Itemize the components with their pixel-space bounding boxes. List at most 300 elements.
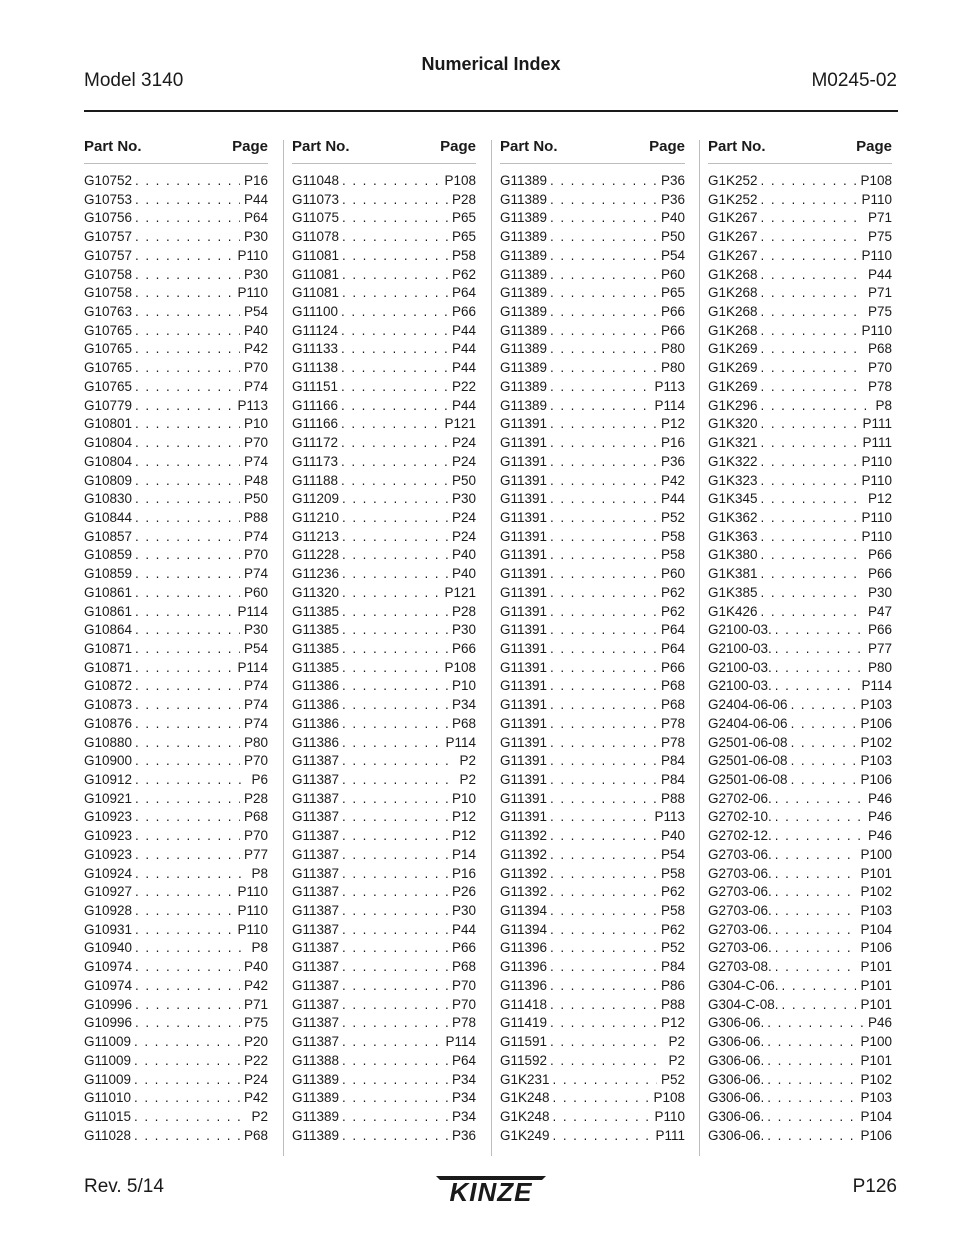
dot-leader [135,753,240,768]
dot-leader [341,435,448,450]
index-entry [500,753,685,772]
index-entry [292,341,476,360]
dot-leader [135,809,240,824]
part-number: G1K322 [708,453,758,469]
index-entry [708,735,892,754]
dot-leader [342,922,448,937]
index-entry [84,491,268,510]
page-ref: P62 [451,266,476,282]
index-entry [708,341,892,360]
page-ref: P26 [451,884,476,900]
dot-leader [761,416,859,431]
page-ref: P50 [243,491,268,507]
page-ref: P16 [660,435,685,451]
part-number: G11081 [292,247,340,263]
part-number: G11188 [292,472,339,488]
page-ref: P78 [660,715,685,731]
page-ref: P114 [445,1034,476,1050]
dot-leader [342,978,448,993]
page-ref: P110 [861,191,892,207]
part-number: G11419 [500,1015,548,1031]
dot-leader [341,341,448,356]
dot-leader [550,978,657,993]
dot-leader [342,828,448,843]
page-ref: P60 [660,566,685,582]
index-entry [292,641,476,660]
page-ref: P70 [243,547,268,563]
page-ref: P2 [668,1034,685,1050]
dot-leader [135,566,240,581]
page-ref: P64 [660,640,685,656]
index-column-2 [292,138,476,1146]
page-ref: P110 [237,285,268,301]
part-number: G11228 [292,547,340,563]
part-number: G2100-03. [708,678,772,694]
dot-leader [761,566,864,581]
page-ref: P110 [237,921,268,937]
part-number: G11100 [292,304,339,320]
index-entry [292,1053,476,1072]
page-ref: P46 [867,828,892,844]
index-entry [292,510,476,529]
part-number: G11592 [500,1052,548,1068]
dot-leader [550,341,657,356]
index-entry [292,566,476,585]
page-ref: P8 [251,865,268,881]
dot-leader [135,903,233,918]
page-ref: P58 [660,547,685,563]
index-entry [84,809,268,828]
page-ref: P103 [860,753,892,769]
part-number: G11009 [84,1052,132,1068]
dot-leader [342,192,448,207]
part-number: G1K249 [500,1127,550,1143]
dot-leader [550,997,657,1012]
page-ref: P10 [451,678,476,694]
part-number: G10765 [84,378,133,394]
page-ref: P24 [243,1071,268,1087]
dot-leader [550,323,657,338]
page-ref: P110 [237,903,268,919]
page-ref: P108 [653,1090,685,1106]
index-entry [708,772,892,791]
part-number: G2501-06-08 [708,753,788,769]
part-number: G306-06. [708,1108,765,1124]
dot-leader [761,229,864,244]
page-ref: P65 [451,210,476,226]
index-rows [500,173,685,1146]
index-entry [500,510,685,529]
part-number: G11394 [500,903,548,919]
page-ref: P108 [444,659,476,675]
page-ref: P84 [660,772,685,787]
page-ref: P66 [660,659,685,675]
part-number: G2100-03. [708,640,772,656]
page-ref: P70 [243,360,268,376]
part-number: G11387 [292,846,340,862]
dot-leader [135,1015,240,1030]
page-ref: P46 [867,809,892,825]
index-entry [500,1128,685,1147]
index-title: Numerical Index [421,54,561,74]
page-ref: P28 [451,191,476,207]
page-ref: P65 [660,285,685,301]
dot-leader [341,360,448,375]
part-number: G11048 [292,173,340,188]
page-ref: P68 [660,678,685,694]
dot-leader [775,922,857,937]
index-entry [84,660,268,679]
index-entry [500,1072,685,1091]
index-entry [500,866,685,885]
page-ref: P103 [860,1090,892,1106]
part-number: G1K252 [708,191,758,207]
part-number: G11418 [500,996,548,1012]
dot-leader [342,173,440,188]
part-number: G11591 [500,1034,548,1050]
dot-leader [550,585,657,600]
index-entry [84,341,268,360]
part-number: G1K380 [708,547,758,563]
index-entry [500,903,685,922]
page-ref: P103 [860,697,892,713]
column-header [708,138,892,162]
part-number: G1K321 [708,435,758,451]
dot-leader [342,510,448,525]
part-number: G10804 [84,453,133,469]
index-entry [500,697,685,716]
part-number: G2703-06. [708,921,772,937]
dot-leader [342,884,448,899]
dot-leader [342,1034,441,1049]
part-number: G306-06. [708,1015,765,1031]
part-number: G11209 [292,491,340,507]
dot-leader [135,360,240,375]
dot-leader [135,529,240,544]
dot-leader [550,547,657,562]
page-ref: P114 [445,734,476,750]
index-entry [84,398,268,417]
dot-leader [135,416,240,431]
index-entry [292,772,476,791]
part-number: G11081 [292,285,340,301]
index-entry [500,959,685,978]
index-entry [292,1015,476,1034]
dot-leader [775,660,864,675]
index-entry [292,735,476,754]
page-header: Page [232,138,268,155]
part-number: G11389 [292,1071,340,1087]
part-number: G10923 [84,809,133,825]
part-number: G1K320 [708,416,758,432]
part-number: G10804 [84,435,133,451]
part-number: G11391 [500,603,548,619]
page-ref: P16 [243,173,268,188]
dot-leader [342,959,448,974]
part-number: G11386 [292,697,340,713]
dot-leader [342,1109,448,1124]
index-entry [500,772,685,791]
dot-leader [342,903,448,918]
index-entry [84,922,268,941]
index-entry [500,922,685,941]
page-ref: P114 [861,678,892,694]
part-number: G11396 [500,940,548,956]
page-ref: P110 [861,472,892,488]
dot-leader [342,547,448,562]
index-entry [292,1072,476,1091]
dot-leader [550,903,657,918]
dot-leader [550,210,657,225]
index-entry [292,884,476,903]
part-number: G11391 [500,734,548,750]
part-number: G11391 [500,547,548,563]
index-entry [84,416,268,435]
dot-leader [550,173,657,188]
part-number: G1K267 [708,229,758,245]
part-number: G11392 [500,846,548,862]
page-ref: P30 [451,491,476,507]
dot-leader [761,360,864,375]
dot-leader [791,772,857,787]
part-number: G10924 [84,865,133,881]
page-ref: P113 [654,809,685,825]
index-rows [84,173,268,1146]
index-entry [292,903,476,922]
dot-leader [761,491,864,506]
dot-leader [550,435,657,450]
index-entry [84,1034,268,1053]
part-no-header: Part No. [708,138,766,155]
page-ref: P101 [860,959,892,975]
page-ref: P84 [660,959,685,975]
dot-leader [767,1128,856,1143]
dot-leader [761,379,864,394]
dot-leader [135,847,240,862]
page-ref: P40 [243,959,268,975]
dot-leader [761,529,858,544]
part-number: G10974 [84,959,133,975]
index-entry [84,735,268,754]
dot-leader [135,510,240,525]
part-number: G304-C-08. [708,996,779,1012]
index-entry [708,1109,892,1128]
index-entry [708,604,892,623]
page-ref: P62 [660,921,685,937]
page-ref: P80 [243,734,268,750]
index-entry [292,323,476,342]
dot-leader [135,379,240,394]
page-ref: P74 [243,697,268,713]
index-entry [500,716,685,735]
kinze-logo [432,1174,550,1206]
page-ref: P44 [867,266,892,282]
index-entry [708,1015,892,1034]
page-ref: P102 [860,884,892,900]
part-number: G11391 [500,453,548,469]
index-entry [708,491,892,510]
part-number: G10871 [84,659,133,675]
index-entry [84,173,268,192]
index-entry [708,622,892,641]
page-ref: P46 [867,790,892,806]
dot-leader [135,547,240,562]
index-entry [84,210,268,229]
index-entry [500,847,685,866]
page-ref: P80 [660,360,685,376]
part-number: G11210 [292,509,340,525]
index-entry [84,622,268,641]
dot-leader [134,1034,240,1049]
page-ref: P66 [867,547,892,563]
index-entry [708,884,892,903]
page-ref: P54 [660,846,685,862]
index-entry [708,997,892,1016]
page-ref: P40 [451,547,476,563]
page-ref: P64 [451,285,476,301]
part-number: G11389 [500,191,548,207]
dot-leader [775,866,857,881]
page-ref: P44 [451,341,476,357]
page-ref: P52 [660,1071,685,1087]
dot-leader [342,1090,448,1105]
dot-leader [135,192,240,207]
page-ref: P30 [451,622,476,638]
page-ref: P68 [451,959,476,975]
page-ref: P24 [451,453,476,469]
page-ref: P58 [660,865,685,881]
dot-leader [550,304,657,319]
part-number: G11391 [500,753,548,769]
part-number: G11385 [292,622,340,638]
page-ref: P68 [243,1127,268,1143]
part-number: G10758 [84,285,133,301]
page-ref: P58 [660,903,685,919]
dot-leader [135,491,240,506]
part-number: G10931 [84,921,133,937]
part-number: G11391 [500,472,548,488]
index-entry [84,1090,268,1109]
page-ref: P66 [660,304,685,320]
page-ref: P62 [660,884,685,900]
dot-leader [341,323,448,338]
index-entry [500,248,685,267]
dot-leader [550,229,657,244]
part-number: G11078 [292,229,340,245]
page-ref: P34 [451,1108,476,1124]
part-number: G11391 [500,790,548,806]
page-ref: P100 [860,846,892,862]
index-entry [84,229,268,248]
index-entry [708,791,892,810]
index-entry [84,753,268,772]
dot-leader [550,398,650,413]
part-number: G10876 [84,715,133,731]
part-number: G11391 [500,659,548,675]
part-number: G11010 [84,1090,132,1106]
page-ref: P66 [867,566,892,582]
index-entry [708,1072,892,1091]
index-entry [500,1015,685,1034]
part-number: G1K323 [708,472,758,488]
part-number: G1K385 [708,584,758,600]
dot-leader [775,791,864,806]
page-ref: P110 [861,247,892,263]
page-ref: P47 [867,603,892,619]
page-ref: P108 [860,173,892,188]
dot-leader [135,678,240,693]
part-number: G10757 [84,229,133,245]
part-number: G10923 [84,846,133,862]
page-ref: P62 [660,603,685,619]
part-number: G10765 [84,360,133,376]
page-ref: P75 [867,229,892,245]
dot-leader [775,622,864,637]
page-ref: P36 [660,191,685,207]
dot-leader [135,866,247,881]
dot-leader [775,641,864,656]
page-ref: P66 [451,304,476,320]
part-number: G10900 [84,753,133,769]
index-entry [84,304,268,323]
part-number: G11389 [292,1090,340,1106]
column-header-rule [292,163,476,164]
dot-leader [550,416,657,431]
part-number: G11172 [292,435,339,451]
dot-leader [775,903,857,918]
page-ref: P42 [660,472,685,488]
part-number: G11386 [292,734,340,750]
part-number: G1K267 [708,210,758,226]
dot-leader [135,716,240,731]
index-entry [500,735,685,754]
page-ref: P16 [451,865,476,881]
dot-leader [550,866,657,881]
page-ref: P68 [867,341,892,357]
page-ref: P70 [451,996,476,1012]
part-number: G10859 [84,547,133,563]
part-number: G11387 [292,1034,340,1050]
part-number: G11391 [500,435,548,451]
index-entry [708,285,892,304]
part-number: G306-06. [708,1127,765,1143]
index-entry [708,173,892,192]
dot-leader [135,828,240,843]
index-entry [500,678,685,697]
part-number: G11236 [292,566,340,582]
part-number: G2703-06. [708,940,772,956]
page-ref: P34 [451,1071,476,1087]
dot-leader [135,285,233,300]
part-number: G11386 [292,678,340,694]
dot-leader [550,1053,664,1068]
index-entry [292,192,476,211]
index-entry [292,959,476,978]
dot-leader [342,641,448,656]
part-no-header: Part No. [84,138,142,155]
part-number: G11138 [292,360,339,376]
part-number: G11133 [292,341,339,357]
index-entry [708,959,892,978]
index-entry [500,379,685,398]
page-ref: P2 [459,772,476,787]
index-entry [292,454,476,473]
column-header [500,138,685,162]
index-entry [500,884,685,903]
page-ref: P6 [251,772,268,787]
dot-leader [342,585,440,600]
part-number: G306-06. [708,1071,765,1087]
